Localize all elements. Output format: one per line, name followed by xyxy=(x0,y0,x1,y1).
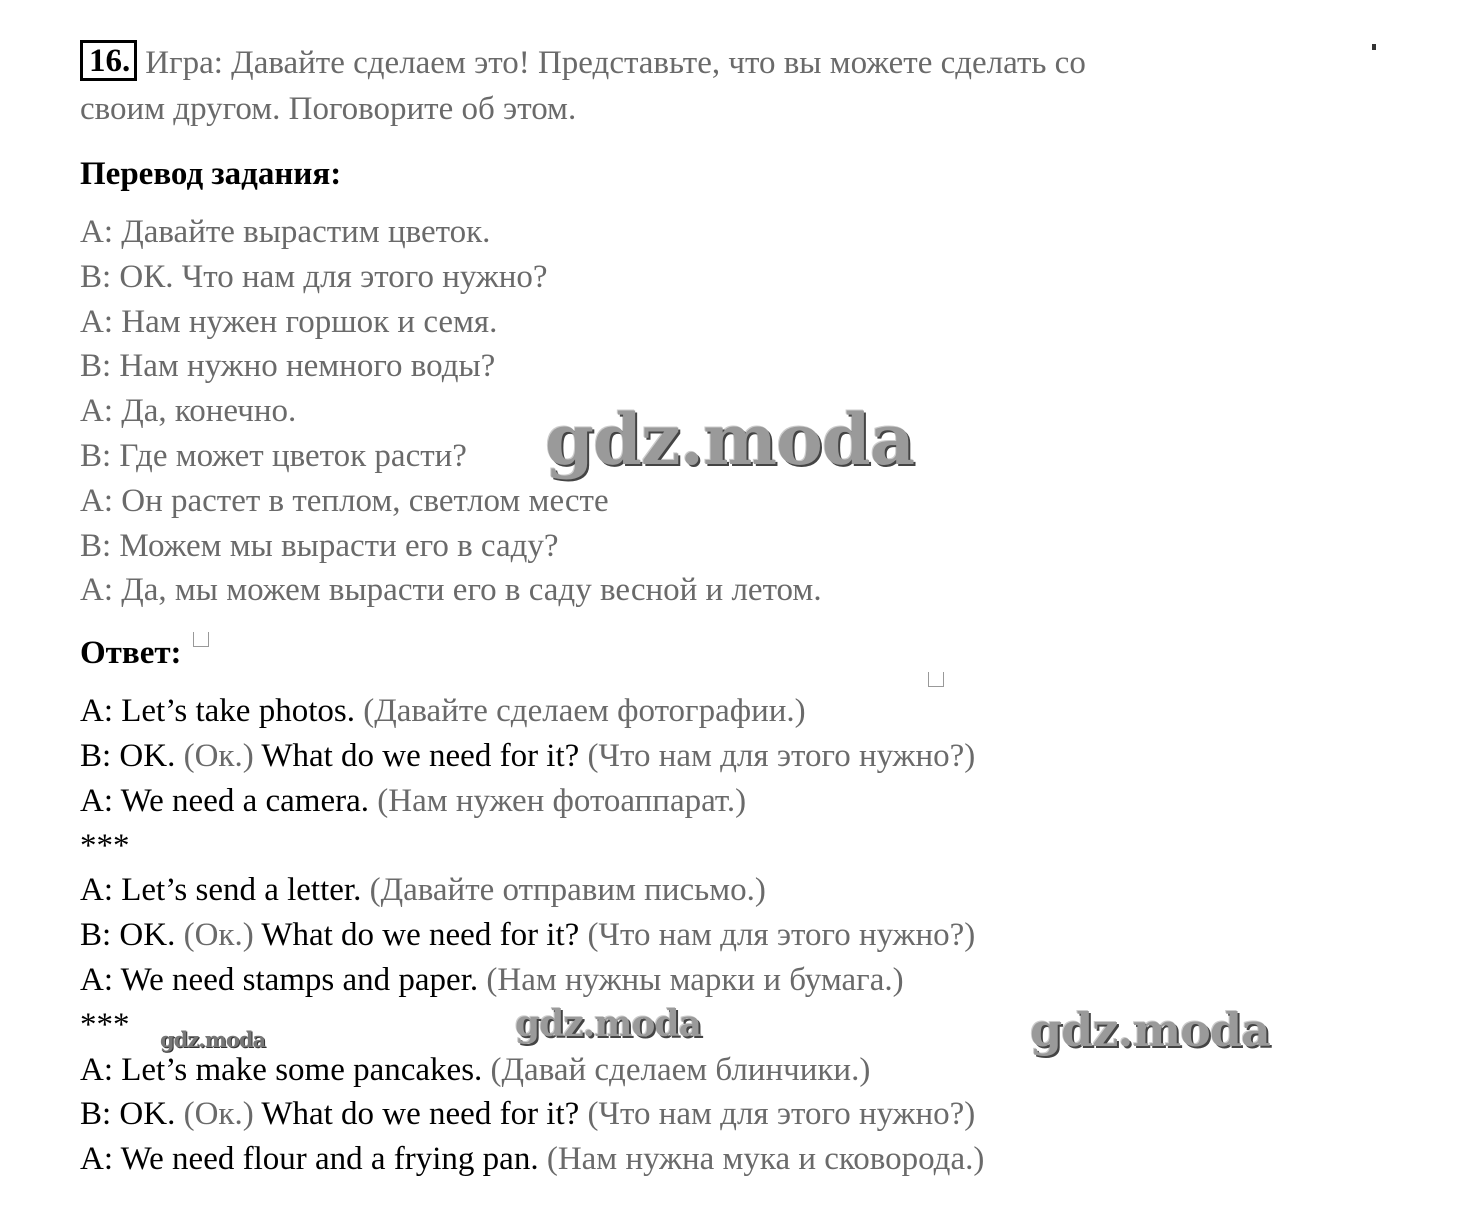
english-text: A: We need stamps and paper. xyxy=(80,961,479,998)
dialogue-line xyxy=(80,958,1380,1003)
dialogue-line xyxy=(80,689,1380,734)
english-text: A: Let’s make some pancakes. xyxy=(80,1051,483,1088)
dialogue-line xyxy=(80,868,1380,913)
translation-line: B: ОК. Что нам для этого нужно? xyxy=(80,258,548,295)
translation-heading: Перевод задания: xyxy=(80,156,342,192)
dialogue-line xyxy=(80,1092,1380,1137)
english-text: A: Let’s send a letter. xyxy=(80,872,362,909)
russian-translation: (Нам нужен фотоаппарат.) xyxy=(369,782,747,819)
english-text: B: OK. xyxy=(80,1096,176,1133)
dialogue-line xyxy=(80,913,1380,958)
watermark-logo: gdz.moda xyxy=(545,398,915,481)
translation-line: A: Он растет в теплом, светлом месте xyxy=(80,482,609,519)
translation-line: A: Да, конечно. xyxy=(80,393,297,430)
separator: *** xyxy=(80,827,130,864)
watermark-logo: gdz.moda xyxy=(515,1003,701,1045)
dialogue-line xyxy=(80,1137,1380,1182)
answer-heading: Ответ: xyxy=(80,635,182,672)
english-text: B: OK. xyxy=(80,737,176,774)
russian-translation: (Что нам для этого нужно?) xyxy=(579,737,976,774)
translation-line: A: Да, мы можем вырасти его в саду весной и летом. xyxy=(80,572,822,609)
scan-artifact xyxy=(193,632,209,647)
separator: *** xyxy=(80,1006,130,1043)
russian-translation: (Ок.) xyxy=(175,737,262,774)
russian-translation: (Нам нужны марки и бумага.) xyxy=(478,961,904,998)
russian-translation: (Ок.) xyxy=(175,1096,262,1133)
russian-translation: (Что нам для этого нужно?) xyxy=(579,917,976,954)
task-number-badge: 16. xyxy=(80,40,137,81)
translation-line: B: Где может цветок расти? xyxy=(80,437,467,474)
russian-translation: (Ок.) xyxy=(175,917,262,954)
dialogue-line xyxy=(80,734,1380,779)
translation-line: A: Нам нужен горшок и семя. xyxy=(80,303,498,340)
scan-artifact xyxy=(928,672,944,687)
task-statement xyxy=(80,40,1380,86)
translation-line: A: Давайте вырастим цветок. xyxy=(80,214,491,250)
english-text: What do we need for it? xyxy=(261,1096,580,1133)
russian-translation: (Давайте сделаем фотографии.) xyxy=(354,693,806,730)
task-text-line1: Игра: Давайте сделаем это! Представьте, что вы можете сделать со xyxy=(145,45,1086,81)
watermark-logo: gdz.moda xyxy=(1030,1003,1270,1057)
russian-translation: (Давайте отправим письмо.) xyxy=(361,872,766,909)
russian-translation: (Давай сделаем блинчики.) xyxy=(482,1051,871,1088)
english-text: B: OK. xyxy=(80,917,176,954)
watermark-logo: gdz.moda xyxy=(160,1027,266,1052)
english-text: A: Let’s take photos. xyxy=(80,693,355,730)
english-text: What do we need for it? xyxy=(261,917,580,954)
russian-translation: (Что нам для этого нужно?) xyxy=(579,1096,976,1133)
dialogue-line xyxy=(80,779,1380,824)
english-text: A: We need a camera. xyxy=(80,782,369,819)
task-text-line2: своим другом. Поговорите об этом. xyxy=(80,91,577,127)
translation-line: B: Нам нужно немного воды? xyxy=(80,348,496,385)
english-text: A: We need flour and a frying pan. xyxy=(80,1141,539,1178)
answer-dialogues xyxy=(80,689,1380,1182)
translation-line: B: Можем мы вырасти его в саду? xyxy=(80,527,559,564)
russian-translation: (Нам нужна мука и сковорода.) xyxy=(538,1141,985,1178)
english-text: What do we need for it? xyxy=(261,737,580,774)
